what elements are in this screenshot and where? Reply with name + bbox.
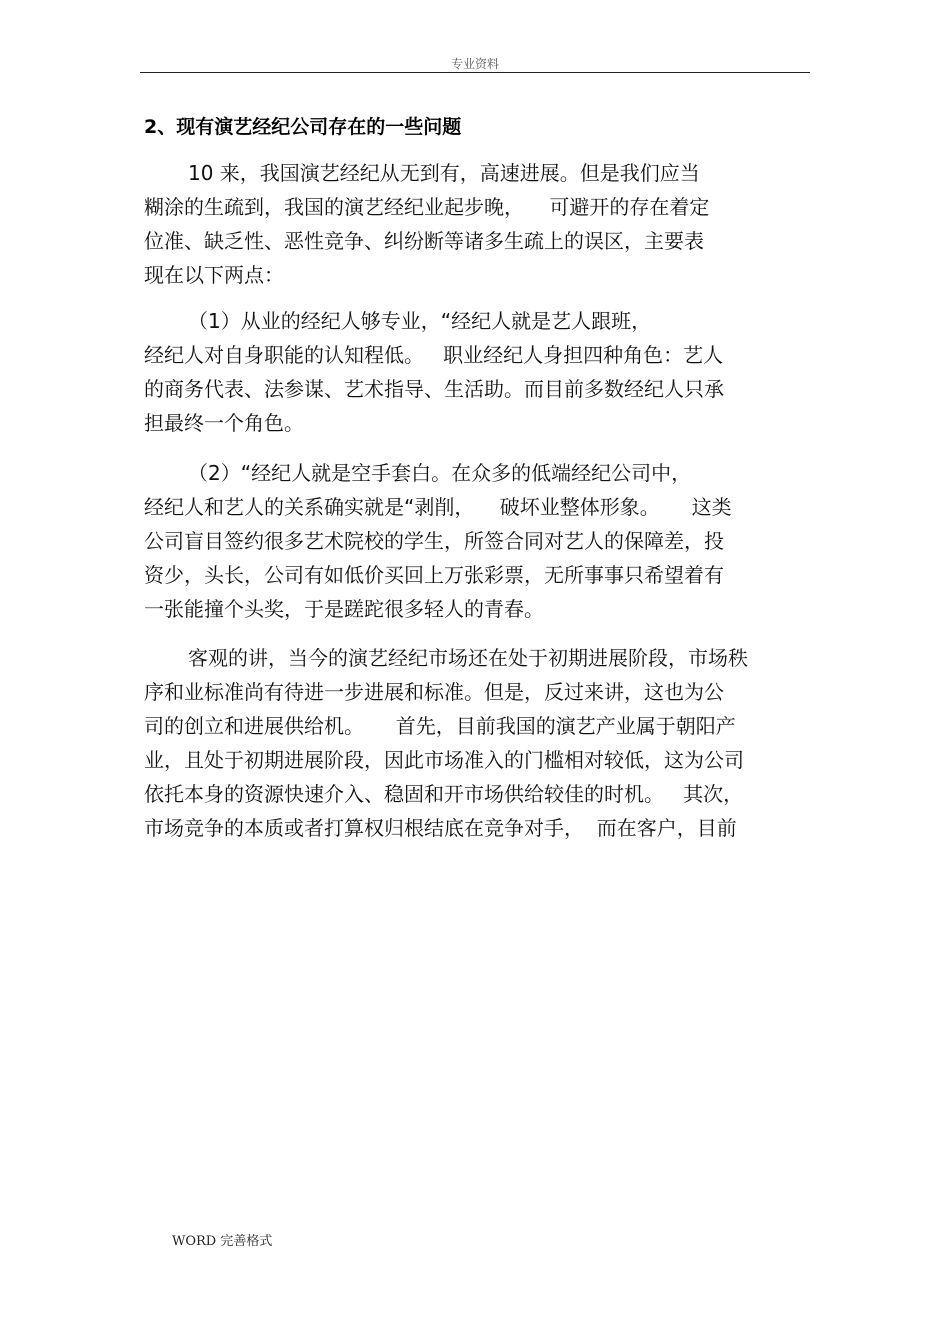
paragraph-line: 市场竞争的本质或者打算权归根结底在竞争对手， 而在客户，目前 [144, 816, 737, 840]
paragraph-line: 资少，头长，公司有如低价买回上万张彩票，无所事事只希望着有 [144, 563, 724, 587]
paragraph-line: 经纪人对自身职能的认知程低。 职业经纪人身担四种角色：艺人 [144, 343, 724, 367]
paragraph-line: 公司盲目签约很多艺术院校的学生，所签合同对艺人的保障差，投 [144, 529, 724, 553]
paragraph-line: 的商务代表、法参谋、艺术指导、生活助。而目前多数经纪人只承 [144, 377, 724, 401]
paragraph-3 [144, 456, 816, 626]
paragraph-line: （2）“经纪人就是空手套白。在众多的低端经纪公司中， [188, 461, 692, 485]
page-header: 专业资料 [450, 57, 499, 71]
paragraph-4 [144, 641, 816, 845]
paragraph-line: 业，且处于初期进展阶段，因此市场准入的门槛相对较低，这为公司 [144, 748, 744, 772]
section-title: 2、现有演艺经纪公司存在的一些问题 [144, 116, 462, 138]
paragraph-1 [144, 156, 816, 292]
paragraph-2 [144, 304, 816, 440]
paragraph-line: 司的创立和进展供给机。 首先，目前我国的演艺产业属于朝阳产 [144, 714, 736, 738]
paragraph-line: 经纪人和艺人的关系确实就是“剥削， 破坏业整体形象。 这类 [144, 495, 732, 519]
paragraph-line: 现在以下两点： [144, 263, 284, 287]
paragraph-line: 序和业标准尚有待进一步进展和标准。但是，反过来讲，这也为公 [144, 680, 724, 704]
paragraph-line: 位准、缺乏性、恶性竞争、纠纷断等诸多生疏上的误区，主要表 [144, 229, 704, 253]
paragraph-line: 担最终一个角色。 [144, 411, 304, 435]
header-divider [140, 72, 810, 73]
paragraph-line: 糊涂的生疏到，我国的演艺经纪业起步晚， 可避开的存在着定 [144, 195, 710, 219]
paragraph-line: 客观的讲，当今的演艺经纪市场还在处于初期进展阶段，市场秩 [188, 646, 748, 670]
paragraph-line: 10 来，我国演艺经纪从无到有，高速进展。但是我们应当 [188, 161, 700, 185]
paragraph-line: 依托本身的资源快速介入、稳固和开市场供给较佳的时机。 其次， [144, 782, 744, 806]
page-footer: WORD 完善格式 [172, 1234, 273, 1249]
paragraph-line: 一张能撞个头奖，于是蹉跎很多轻人的青春。 [144, 597, 544, 621]
paragraph-line: （1）从业的经纪人够专业，“经纪人就是艺人跟班， [188, 309, 652, 333]
